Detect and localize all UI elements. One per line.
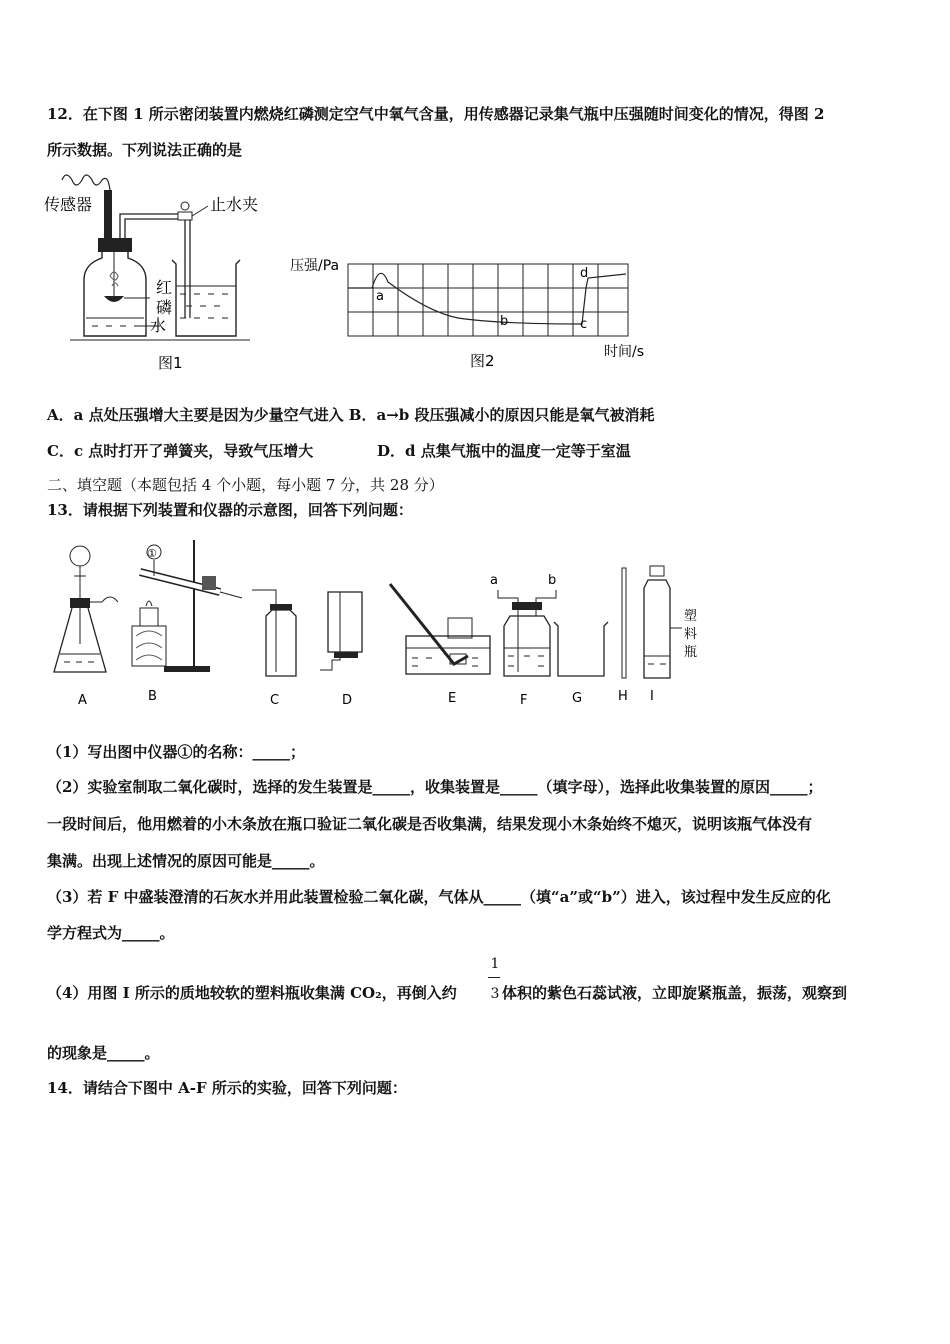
q13-part2-line1: （2）实验室制取二氧化碳时，选择的发生装置是_____，收集装置是_____（填字母），选择此收集装置的原因_____； bbox=[47, 778, 823, 796]
apparatus-g bbox=[554, 622, 608, 676]
apparatus-h bbox=[622, 568, 626, 678]
figure-1-apparatus bbox=[40, 168, 280, 378]
label-h: H bbox=[618, 689, 628, 704]
q12-stem-line1: 12．在下图 1 所示密闭装置内燃烧红磷测定空气中氧气含量，用传感器记录集气瓶中压强随时间变化的情况，得图 2 bbox=[47, 105, 825, 123]
apparatus-c bbox=[252, 590, 296, 676]
apparatus-e bbox=[390, 584, 490, 674]
q13-part3-line1: （3）若 F 中盛装澄清的石灰水并用此装置检验二氧化碳，气体从_____（填“a”或“b”）进入，该过程中发生反应的化 bbox=[47, 888, 831, 906]
port-b-label: b bbox=[548, 573, 557, 588]
figure-2-caption: 图2 bbox=[470, 352, 495, 370]
fraction-numerator: 1 bbox=[490, 956, 500, 972]
figure-1-caption: 图1 bbox=[158, 354, 183, 372]
q13-apparatus-figure bbox=[44, 536, 704, 712]
label-c: C bbox=[270, 693, 280, 708]
apparatus-d bbox=[320, 592, 362, 670]
q13-part2-line3: 集满。出现上述情况的原因可能是_____。 bbox=[47, 852, 325, 870]
q13-part4-line1-pre: （4）用图 I 所示的质地较软的塑料瓶收集满 CO₂，再倒入约 bbox=[47, 984, 457, 1002]
apparatus-b bbox=[132, 540, 242, 672]
clamp-icon bbox=[178, 202, 208, 220]
graph-ylabel: 压强/Pa bbox=[290, 258, 340, 274]
graph-xlabel: 时间/s bbox=[604, 344, 645, 360]
q12-option-ab: A．a 点处压强增大主要是因为少量空气进入 B．a→b 段压强减小的原因只能是氧气被消耗 bbox=[47, 406, 655, 424]
section-2-heading: 二、填空题（本题包括 4 个小题，每小题 7 分，共 28 分） bbox=[47, 476, 444, 494]
port-a-label: a bbox=[490, 573, 498, 588]
point-c-label: c bbox=[580, 317, 588, 332]
bottle-label-1: 塑 bbox=[684, 609, 698, 624]
label-a: A bbox=[78, 693, 87, 708]
q12-stem-line2: 所示数据。下列说法正确的是 bbox=[47, 141, 243, 159]
label-e: E bbox=[448, 691, 457, 706]
apparatus-i bbox=[644, 566, 697, 678]
phosphorus-spoon bbox=[104, 296, 124, 302]
q13-part1: （1）写出图中仪器①的名称：_____； bbox=[47, 743, 305, 761]
apparatus-f bbox=[490, 573, 556, 676]
fraction-denominator: 3 bbox=[490, 986, 500, 1002]
q12-option-c: C．c 点时打开了弹簧夹，导致气压增大 bbox=[47, 442, 314, 460]
label-g: G bbox=[572, 691, 583, 706]
q13-part3-line2: 学方程式为_____。 bbox=[47, 924, 175, 942]
water-label: 水 bbox=[150, 316, 167, 335]
q13-part4-line1-post: 体积的紫色石蕊试液，立即旋紧瓶盖，振荡，观察到 bbox=[502, 984, 848, 1002]
red-label: 红 bbox=[156, 278, 173, 297]
point-a-label: a bbox=[376, 289, 384, 304]
connecting-tube bbox=[120, 214, 190, 318]
apparatus-a bbox=[54, 546, 118, 672]
bottle-label-2: 料 bbox=[684, 627, 698, 642]
q12-option-d: D．d 点集气瓶中的温度一定等于室温 bbox=[377, 442, 631, 460]
gas-bottle bbox=[84, 252, 146, 336]
clamp-label: 止水夹 bbox=[210, 195, 259, 214]
fraction-bar bbox=[488, 977, 500, 978]
phos-label: 磷 bbox=[156, 298, 173, 317]
circled-1-label: ① bbox=[147, 547, 157, 560]
point-d-label: d bbox=[580, 266, 589, 281]
sensor-label: 传感器 bbox=[44, 195, 93, 214]
label-f: F bbox=[520, 693, 528, 708]
q13-stem: 13．请根据下列装置和仪器的示意图，回答下列问题： bbox=[47, 501, 413, 519]
point-b-label: b bbox=[500, 314, 509, 329]
label-i: I bbox=[650, 689, 654, 704]
label-d: D bbox=[342, 693, 353, 708]
figure-2-pressure-graph bbox=[288, 252, 658, 374]
sensor-probe bbox=[104, 190, 112, 245]
bottle-label-3: 瓶 bbox=[684, 645, 698, 660]
stopper bbox=[98, 238, 132, 252]
beaker bbox=[172, 260, 240, 336]
q13-part4-line2: 的现象是_____。 bbox=[47, 1044, 160, 1062]
q13-part2-line2: 一段时间后，他用燃着的小木条放在瓶口验证二氧化碳是否收集满，结果发现小木条始终不熄灭，说明该瓶气体没有 bbox=[47, 815, 813, 833]
q14-stem: 14．请结合下图中 A-F 所示的实验，回答下列问题： bbox=[47, 1079, 407, 1097]
label-b: B bbox=[148, 689, 157, 704]
